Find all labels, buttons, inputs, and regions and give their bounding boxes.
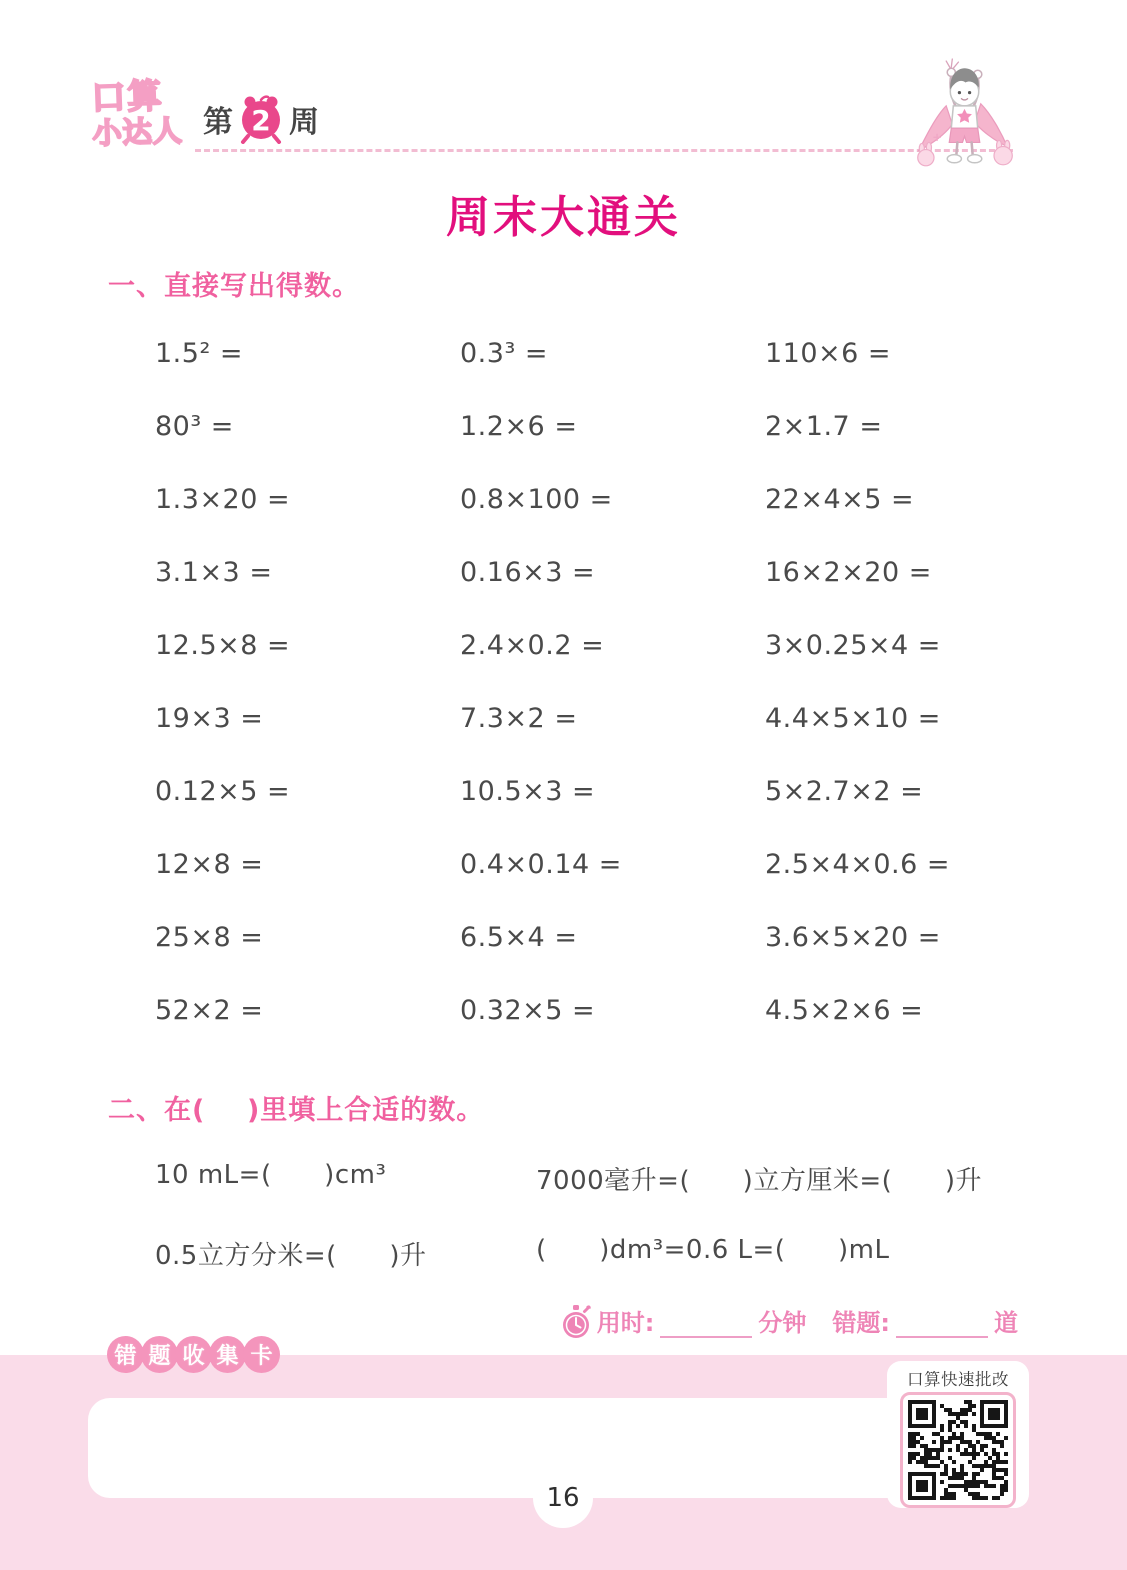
qr-frame bbox=[900, 1392, 1016, 1508]
week-header bbox=[203, 94, 319, 144]
problem: 52×2 = bbox=[155, 995, 264, 1026]
qr-code bbox=[908, 1400, 1008, 1500]
problem: 2×1.7 = bbox=[765, 411, 883, 442]
problem: 1.5² = bbox=[155, 338, 243, 369]
problem-row bbox=[0, 995, 1127, 1068]
problem: 0.12×5 = bbox=[155, 776, 291, 807]
problem-row bbox=[0, 922, 1127, 995]
problem: 6.5×4 = bbox=[460, 922, 578, 953]
conversion-problem: 10 mL=( )cm³ bbox=[155, 1160, 387, 1190]
problem-row bbox=[0, 411, 1127, 484]
wrong-count-blank bbox=[896, 1310, 988, 1338]
collection-card-label bbox=[107, 1336, 277, 1373]
wrong-count-label: 错题: bbox=[832, 1309, 890, 1338]
problem: 12.5×8 = bbox=[155, 630, 291, 661]
problem: 19×3 = bbox=[155, 703, 264, 734]
week-number: 2 bbox=[251, 104, 271, 137]
problem: 3×0.25×4 = bbox=[765, 630, 941, 661]
mascot-illustration bbox=[905, 55, 1023, 177]
problem: 0.3³ = bbox=[460, 338, 548, 369]
time-label: 用时: bbox=[596, 1309, 655, 1338]
stopwatch-icon bbox=[561, 1304, 591, 1340]
conversion-problem: ( )dm³=0.6 L=( )mL bbox=[536, 1235, 890, 1265]
collection-card-char: 题 bbox=[141, 1336, 178, 1373]
brand-logo-line1: 口算 bbox=[90, 76, 165, 119]
problem-row bbox=[0, 849, 1127, 922]
problem-row bbox=[0, 557, 1127, 630]
problem: 1.3×20 = bbox=[155, 484, 291, 515]
alarm-clock-icon bbox=[238, 94, 284, 144]
problem: 1.2×6 = bbox=[460, 411, 578, 442]
problem: 2.5×4×0.6 = bbox=[765, 849, 951, 880]
problem-row bbox=[0, 776, 1127, 849]
collection-card-char: 集 bbox=[209, 1336, 246, 1373]
problem: 0.4×0.14 = bbox=[460, 849, 622, 880]
problem: 0.8×100 = bbox=[460, 484, 613, 515]
problem-row bbox=[0, 703, 1127, 776]
problem: 16×2×20 = bbox=[765, 557, 932, 588]
conversion-problem: 7000毫升=( )立方厘米=( )升 bbox=[536, 1166, 982, 1196]
header-divider bbox=[195, 149, 1013, 152]
problem: 3.1×3 = bbox=[155, 557, 273, 588]
time-blank bbox=[660, 1310, 752, 1338]
collection-card-char: 错 bbox=[107, 1336, 144, 1373]
page-number-notch bbox=[533, 1468, 593, 1528]
conversion-problem: 0.5立方分米=( )升 bbox=[155, 1241, 427, 1271]
problems-grid bbox=[0, 338, 1127, 1068]
week-prefix: 第 bbox=[203, 105, 233, 140]
time-unit: 分钟 bbox=[758, 1309, 807, 1338]
collection-card-char: 卡 bbox=[243, 1336, 280, 1373]
problem-row bbox=[0, 630, 1127, 703]
week-suffix: 周 bbox=[289, 105, 319, 140]
qr-panel bbox=[887, 1361, 1029, 1508]
problem: 4.4×5×10 = bbox=[765, 703, 941, 734]
timer-row bbox=[561, 1304, 1018, 1338]
brand-logo-line2: 小达人 bbox=[92, 113, 184, 151]
page-number: 16 bbox=[546, 1483, 580, 1513]
wrong-count-unit: 道 bbox=[994, 1309, 1018, 1338]
problem: 5×2.7×2 = bbox=[765, 776, 924, 807]
section2-heading: 二、在( )里填上合适的数。 bbox=[108, 1095, 485, 1126]
page-title: 周末大通关 bbox=[446, 192, 681, 243]
problem: 0.32×5 = bbox=[460, 995, 596, 1026]
problem: 12×8 = bbox=[155, 849, 264, 880]
problem: 0.16×3 = bbox=[460, 557, 596, 588]
problem-row bbox=[0, 484, 1127, 557]
problem-row bbox=[0, 338, 1127, 411]
problem: 10.5×3 = bbox=[460, 776, 596, 807]
problem: 7.3×2 = bbox=[460, 703, 578, 734]
problem: 2.4×0.2 = bbox=[460, 630, 605, 661]
section1-heading: 一、直接写出得数。 bbox=[108, 271, 360, 302]
problem: 3.6×5×20 = bbox=[765, 922, 941, 953]
problem: 110×6 = bbox=[765, 338, 892, 369]
brand-logo bbox=[90, 76, 184, 151]
problem: 22×4×5 = bbox=[765, 484, 915, 515]
collection-card-char: 收 bbox=[175, 1336, 212, 1373]
qr-label: 口算快速批改 bbox=[907, 1370, 1009, 1389]
problem: 4.5×2×6 = bbox=[765, 995, 924, 1026]
problem: 25×8 = bbox=[155, 922, 264, 953]
problem: 80³ = bbox=[155, 411, 234, 442]
